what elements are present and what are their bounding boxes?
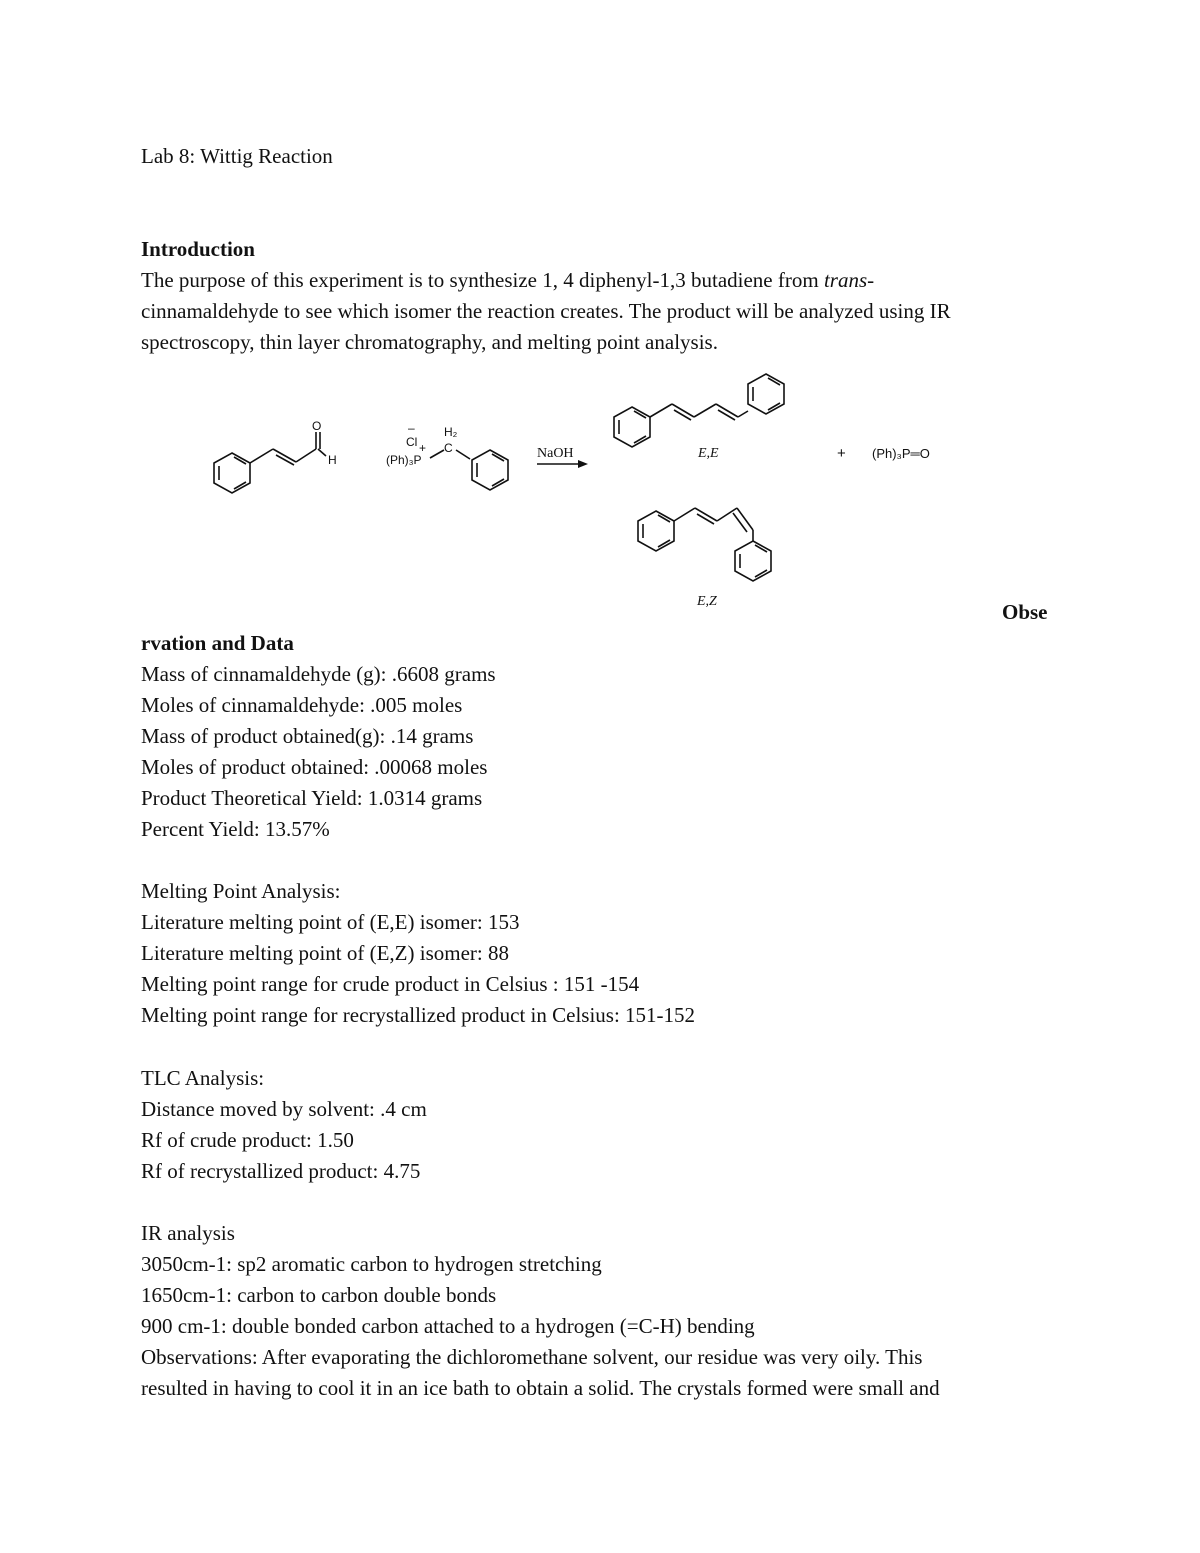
document-title: Lab 8: Wittig Reaction <box>141 144 333 168</box>
observations-paragraph-line-2: resulted in having to cool it in an ice bath to obtain a solid. The crystals formed were small and <box>141 1376 940 1400</box>
observation-item: Moles of product obtained: .00068 moles <box>141 755 488 779</box>
intro-paragraph-line-2: cinnamaldehyde to see which isomer the reaction creates. The product will be analyzed using IR <box>141 299 951 323</box>
reaction-scheme <box>0 362 1200 612</box>
tlc-item: Distance moved by solvent: .4 cm <box>141 1097 427 1121</box>
byproduct-label: (Ph)₃P═O <box>872 446 930 461</box>
aldehyde-oxygen-label: O <box>312 419 322 433</box>
observation-item: Mass of product obtained(g): .14 grams <box>141 724 474 748</box>
ir-item: 3050cm-1: sp2 aromatic carbon to hydrogen stretching <box>141 1252 602 1276</box>
ee-product-right-ring <box>748 374 784 414</box>
ylide-plus-charge: + <box>419 441 427 455</box>
reaction-arrow-head <box>578 460 588 468</box>
tlc-heading: TLC Analysis: <box>141 1066 265 1090</box>
intro-paragraph-line-3: spectroscopy, thin layer chromatography, and melting point analysis. <box>141 330 718 354</box>
ee-isomer-label: E,E <box>698 446 719 461</box>
ir-item: 900 cm-1: double bonded carbon attached to a hydrogen (=C-H) bending <box>141 1314 755 1338</box>
observation-heading-part-2: rvation and Data <box>141 631 294 655</box>
ylide-minus-charge: – <box>408 421 415 435</box>
plus-sign: + <box>837 445 846 462</box>
introduction-heading: Introduction <box>141 237 255 261</box>
ez-product-right-ring <box>735 541 771 581</box>
melting-point-item: Literature melting point of (E,Z) isomer: 88 <box>141 941 509 965</box>
cinnamaldehyde-benzene-ring <box>214 453 250 493</box>
intro-paragraph-line-1: The purpose of this experiment is to synthesize 1, 4 diphenyl-1,3 butadiene from trans- <box>141 268 875 292</box>
tlc-item: Rf of recrystallized product: 4.75 <box>141 1159 421 1183</box>
reagent-label: NaOH <box>537 446 574 461</box>
ylide-phosphonium-label: (Ph)₃P <box>386 453 422 467</box>
ez-product-left-ring <box>638 511 674 551</box>
melting-point-item: Literature melting point of (E,E) isomer: 153 <box>141 910 520 934</box>
observation-item: Product Theoretical Yield: 1.0314 grams <box>141 786 483 810</box>
melting-point-heading: Melting Point Analysis: <box>141 879 341 903</box>
ir-item: 1650cm-1: carbon to carbon double bonds <box>141 1283 497 1307</box>
tlc-item: Rf of crude product: 1.50 <box>141 1128 354 1152</box>
ylide-h2-label: H₂ <box>444 425 458 439</box>
melting-point-item: Melting point range for recrystallized product in Celsius: 151-152 <box>141 1003 696 1027</box>
observation-item: Moles of cinnamaldehyde: .005 moles <box>141 693 463 717</box>
ylide-benzene-ring <box>472 450 508 490</box>
melting-point-item: Melting point range for crude product in Celsius : 151 -154 <box>141 972 640 996</box>
aldehyde-hydrogen-label: H <box>328 453 337 467</box>
observations-paragraph-line-1: Observations: After evaporating the dichloromethane solvent, our residue was very oily. This <box>141 1345 923 1369</box>
observation-item: Mass of cinnamaldehyde (g): .6608 grams <box>141 662 496 686</box>
ir-heading: IR analysis <box>141 1221 235 1245</box>
observation-item: Percent Yield: 13.57% <box>141 817 330 841</box>
ylide-carbon-label: C <box>444 441 453 455</box>
ylide-chloride-label: Cl <box>406 435 418 449</box>
observation-heading-part-1: Obse <box>1002 600 1048 624</box>
ee-product-left-ring <box>614 407 650 447</box>
ez-isomer-label: E,Z <box>697 594 717 609</box>
